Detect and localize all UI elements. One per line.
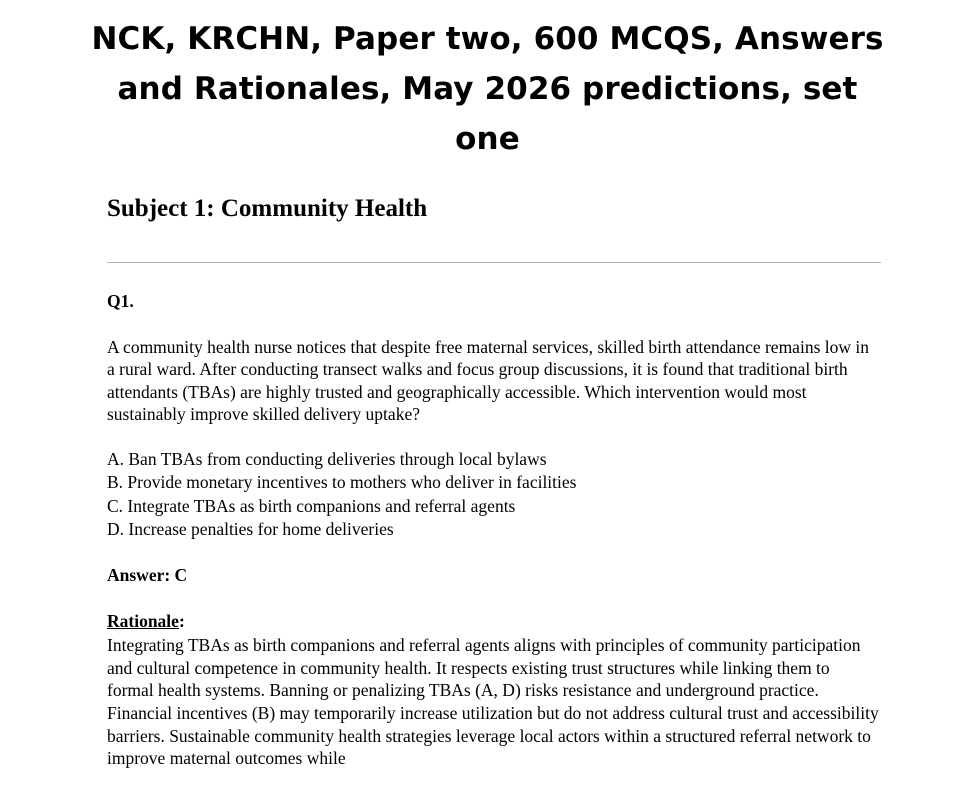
page-title: NCK, KRCHN, Paper two, 600 MCQS, Answers and Rationales, May 2026 predictions, set one xyxy=(91,21,884,158)
option-d[interactable]: D. Increase penalties for home deliveries xyxy=(107,518,394,539)
subject-heading: Subject 1: Community Health xyxy=(107,194,428,222)
rationale-label xyxy=(0,611,975,632)
option-c[interactable]: C. Integrate TBAs as birth companions and referral agents xyxy=(107,495,516,516)
question-number: Q1. xyxy=(107,290,134,311)
rationale-label-word: Rationale xyxy=(107,611,179,632)
option-a[interactable]: A. Ban TBAs from conducting deliveries through local bylaws xyxy=(107,448,547,469)
answer-line: Answer: C xyxy=(107,565,188,586)
option-b[interactable]: B. Provide monetary incentives to mothers who deliver in facilities xyxy=(107,472,577,493)
rationale-label-colon: : xyxy=(178,611,185,632)
question-stem: A community health nurse notices that despite free maternal services, skilled birth attendance remains low in a rural ward. After conducting transect walks and focus group discussions, it is found that traditional birth attendants (TBAs) are highly trusted and geographically accessible. Which intervention would most sustainably improve skilled delivery uptake? xyxy=(107,336,869,425)
rationale-text: Integrating TBAs as birth companions and referral agents aligns with principles of community participation and cultural competence in community health. It respects existing trust structures while linking them to formal health systems. Banning or penalizing TBAs (A, D) risks resistance and underground practice. Financial incentives (B) may temporarily increase utilization but do not address cultural trust and accessibility barriers. Sustainable community health strategies leverage local actors within a structured referral network to improve maternal outcomes while xyxy=(107,635,879,769)
answer-options xyxy=(0,448,975,541)
section-divider xyxy=(107,262,881,263)
